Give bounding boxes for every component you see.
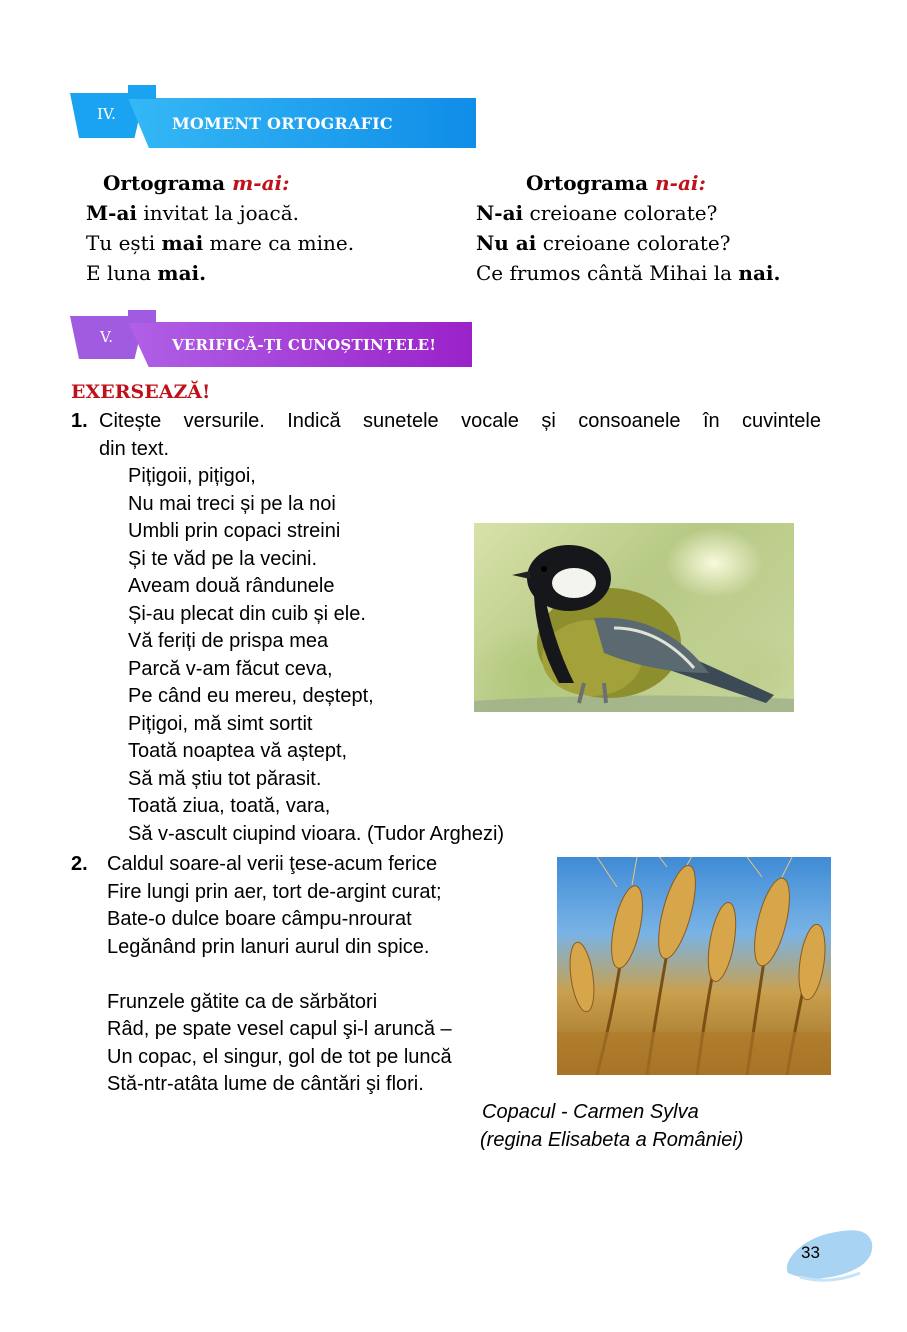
poem-line: Umbli prin copaci streini [128, 520, 341, 542]
poem-line: Un copac, el singur, gol de tot pe luncă [107, 1045, 452, 1068]
section-banner-iv [70, 85, 476, 149]
poem-line: Caldul soare-al verii ţese-acum ferice [107, 853, 438, 875]
ortho-left-heading: Ortograma m-ai: [103, 171, 290, 195]
ortho-left [86, 168, 446, 288]
section-title: MOMENT ORTOGRAFIC [172, 114, 393, 133]
ortho-right-line: N-ai creioane colorate? [476, 201, 718, 225]
page-number-badge [780, 1225, 880, 1285]
ortho-left-line: Tu ești mai mare ca mine. [86, 231, 355, 255]
poem-line: Legănând prin lanuri aurul din spice. [107, 935, 430, 958]
poem-line: Frunzele gătite ca de sărbători [107, 990, 378, 1013]
poem-attribution-author: (regina Elisabeta a României) [480, 1129, 744, 1151]
poem-line: Pe când eu mereu, deștept, [128, 685, 374, 707]
task1-instruction: Citește versurile. Indică sunetele vocale și consoanele în cuvintele [99, 410, 821, 432]
poem-2 [107, 851, 452, 1099]
poem-attribution-title: Copacul - Carmen Sylva [482, 1101, 699, 1123]
poem-line: Și-au plecat din cuib și ele. [128, 602, 366, 625]
titmouse-photo [474, 523, 794, 712]
poem-line: Râd, pe spate vesel capul şi-l aruncă – [107, 1018, 452, 1040]
exercise-heading: EXERSEAZĂ! [71, 381, 211, 403]
poem-line: Fire lungi prin aer, tort de-argint curat; [107, 880, 442, 903]
badge-shape [780, 1225, 880, 1285]
poem-line: Pițigoii, pițigoi, [128, 465, 256, 487]
ortho-right-line: Nu ai creioane colorate? [476, 231, 731, 255]
ortho-right-heading: Ortograma n-ai: [526, 171, 706, 195]
section-title: VERIFICĂ-ȚI CUNOȘTINȚELE! [172, 336, 437, 354]
section-number: V. [100, 328, 113, 346]
poem-line: Nu mai treci și pe la noi [128, 492, 336, 515]
section-number: IV. [97, 105, 116, 123]
ortho-left-term: m-ai: [232, 171, 290, 195]
titmouse-illustration [474, 523, 794, 712]
poem-line: Toată noaptea vă aștept, [128, 740, 348, 762]
wheat-photo [557, 857, 831, 1075]
ortho-left-line: M-ai invitat la joacă. [86, 201, 300, 225]
ortho-right [476, 168, 886, 288]
poem-line: Vă feriți de prispa mea [128, 630, 329, 652]
poem-1 [128, 463, 504, 848]
task1-number: 1. [71, 410, 88, 432]
poem-line: Să mă știu tot părasit. [128, 767, 322, 790]
page-number: 33 [801, 1243, 820, 1262]
task1-instruction-cont: din text. [99, 438, 170, 460]
ortho-right-term: n-ai: [655, 171, 706, 195]
section-banner-v [70, 310, 472, 367]
poem-line: Aveam două rândunele [128, 575, 335, 597]
poem-line: Toată ziua, toată, vara, [128, 795, 331, 817]
poem-line: Pițigoi, mă simt sortit [128, 712, 313, 735]
task2-number: 2. [71, 853, 88, 875]
poem-line: Stă-ntr-atâta lume de cântări şi flori. [107, 1073, 424, 1095]
poem-line: Parcă v-am făcut ceva, [128, 657, 333, 680]
ortho-right-line: Ce frumos cântă Mihai la nai. [476, 261, 781, 285]
wheat-illustration [557, 857, 831, 1075]
poem-line: Să v-ascult ciupind vioara. (Tudor Arghezi) [128, 822, 505, 845]
ortho-left-line: E luna mai. [86, 261, 207, 285]
poem-line: Bate-o dulce boare câmpu-nrourat [107, 908, 412, 930]
poem-line: Și te văd pe la vecini. [128, 547, 317, 570]
